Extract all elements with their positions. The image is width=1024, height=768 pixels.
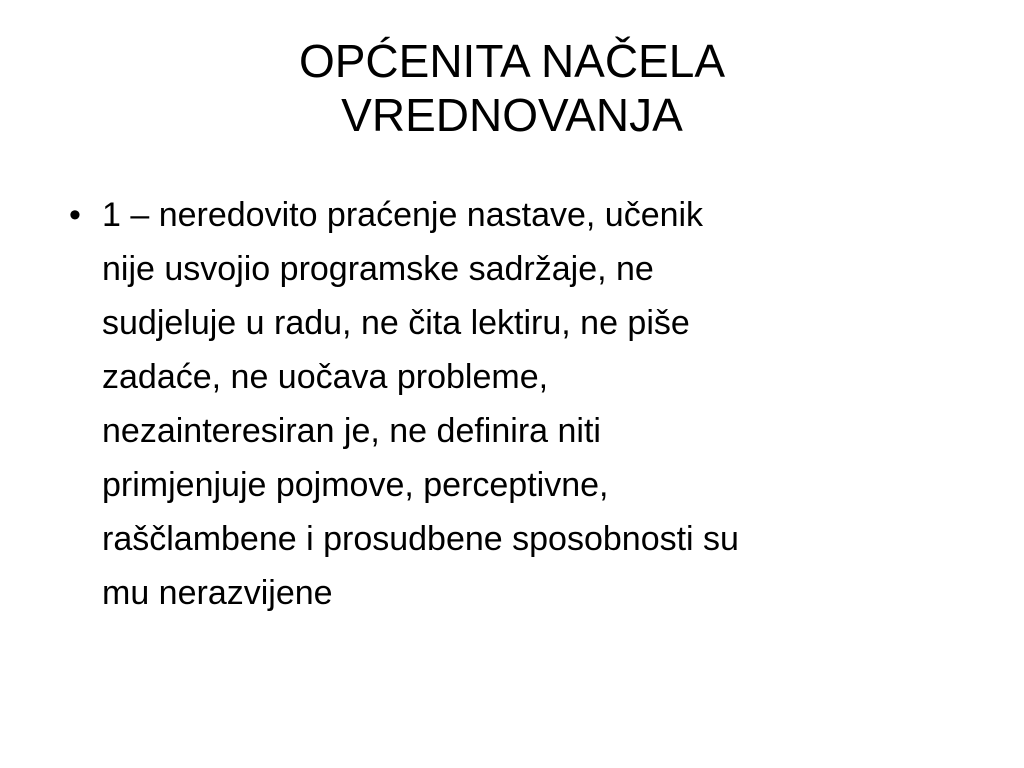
bullet-icon: • [69,196,81,234]
bullet-item [60,188,960,620]
bullet-text-line: 1 – neredovito praćenje nastave, učenik [102,196,704,234]
bullet-text-line: sudjeluje u radu, ne čita lektiru, ne piše [102,304,690,342]
bullet-list [60,188,960,620]
bullet-text-line: zadaće, ne uočava probleme, [102,358,549,396]
title-line: OPĆENITA NAČELA [298,35,726,87]
bullet-text-line: mu nerazvijene [102,574,333,612]
bullet-text-line: nezainteresiran je, ne definira niti [102,412,601,450]
slide-title [100,34,924,142]
bullet-text-line: primjenjuje pojmove, perceptivne, [102,466,609,504]
bullet-text-line: raščlambene i prosudbene sposobnosti su [102,520,739,558]
title-line: VREDNOVANJA [341,89,683,141]
bullet-text-line: nije usvojio programske sadržaje, ne [102,250,654,288]
